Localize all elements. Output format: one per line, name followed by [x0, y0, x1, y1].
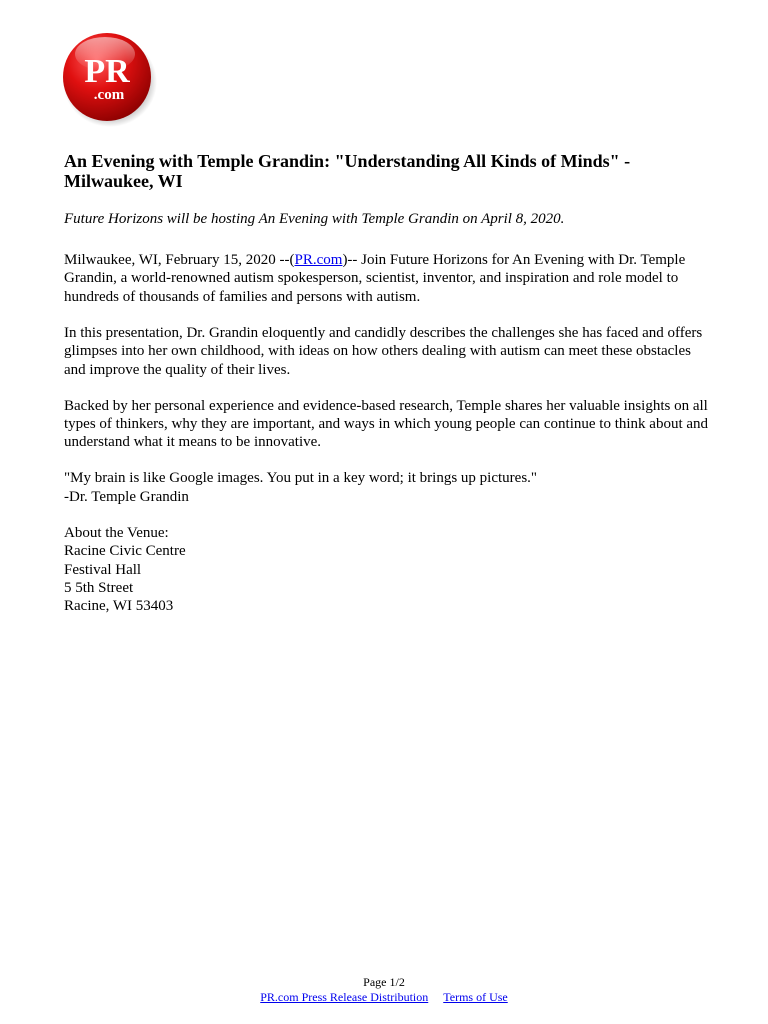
quote-author: -Dr. Temple Grandin [64, 488, 189, 505]
footer-links [0, 990, 768, 1005]
venue-heading: About the Venue: [64, 524, 169, 541]
terms-of-use-link[interactable]: Terms of Use [443, 990, 508, 1004]
press-release-title: An Evening with Temple Grandin: "Understanding All Kinds of Minds" - Milwaukee, WI [64, 151, 631, 191]
venue-name: Racine Civic Centre [64, 543, 186, 560]
dateline-prefix: Milwaukee, WI, February 15, 2020 --( [64, 252, 295, 268]
dateline-paragraph [64, 251, 714, 306]
body-paragraph-3: Backed by her personal experience and evidence-based research, Temple shares her valuable insights on all types of thinkers, why they are important, and ways in which young people can continue to think about and understand what it means to be innovative. [64, 397, 709, 451]
quote-text: "My brain is like Google images. You put in a key word; it brings up pictures." [64, 470, 538, 487]
logo-text-pr: PR [84, 53, 130, 90]
venue-hall: Festival Hall [64, 561, 142, 578]
page-number: Page 1/2 [363, 975, 405, 989]
body-paragraph-2: In this presentation, Dr. Grandin eloquently and candidly describes the challenges she has faced and offers glimpses into her own childhood, with ideas on how others dealing with autism can meet these obstacles and improve the quality of their lives. [64, 324, 703, 378]
venue-street: 5 5th Street [64, 580, 134, 597]
logo-text-com: .com [93, 87, 125, 103]
press-release-body [64, 251, 714, 616]
venue-city: Racine, WI 53403 [64, 598, 174, 615]
press-release-summary: Future Horizons will be hosting An Evening with Temple Grandin on April 8, 2020. [64, 211, 565, 227]
page-footer [0, 975, 768, 1005]
dateline-suffix: )-- Join Future Horizons for An Evening with Dr. Temple Grandin, a world-renowned autism spokesperson, scientist, inventor, and inspiration and role model to hundreds of thousands of families and persons with autism. [64, 252, 686, 305]
press-release-distribution-link[interactable]: PR.com Press Release Distribution [260, 990, 429, 1004]
pr-com-link[interactable]: PR.com [294, 252, 343, 268]
pr-com-logo [60, 30, 158, 128]
